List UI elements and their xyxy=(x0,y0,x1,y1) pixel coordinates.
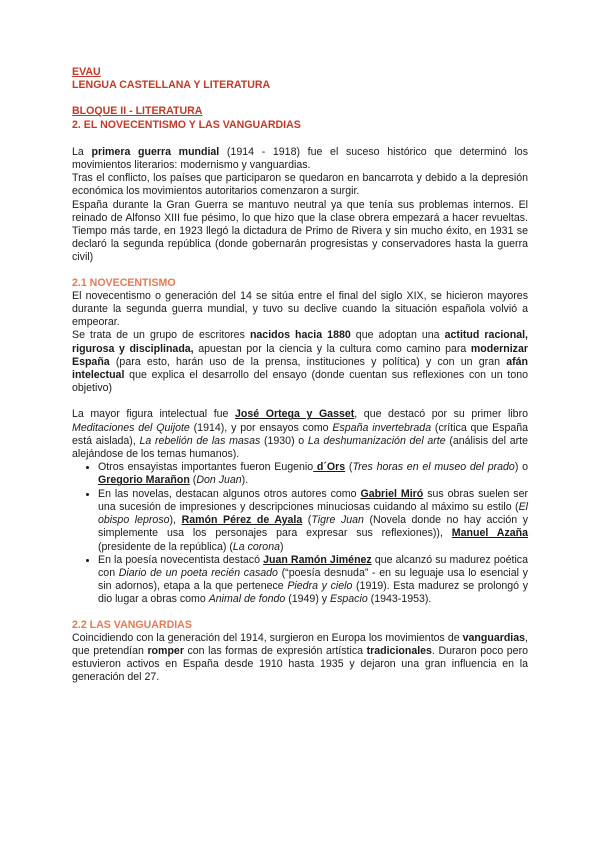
list-item: • En las novelas, destacan algunos otros autores como Gabriel Miró sus obras suelen ser una sucesión de impresiones y descripciones minuciosas cuidando al máximo su estilo (El obispo leproso), Ramón Pérez de Ayala (Tigre Juan (Novela donde no hay acción y simplemente usa los personajes para expresar sus reflexiones)), Manuel Azaña (presidente de la república) (La corona) xyxy=(98,488,528,554)
novecentismo-paragraph-3: La mayor figura intelectual fue José Ortega y Gasset, que destacó por su primer libro Meditaciones del Quijote (1914), y por ensayos como España invertebrada (crítica que España está aislada), La rebelión de las masas (1930) o La deshumanización del arte (análisis del arte alejándose de los temas humanos). xyxy=(72,408,529,461)
topic-title: 2. EL NOVECENTISMO Y LAS VANGUARDIAS xyxy=(72,118,301,131)
exam-title: EVAU xyxy=(72,66,101,78)
novecentismo-paragraph-1: El novecentismo o generación del 14 se sitúa entre el final del siglo XIX, se hicieron mayores durante la segunda guerra mundial, y tuvo su declive cuando la situación española volvió a empeorar. xyxy=(72,289,528,329)
list-item: • En la poesía novecentista destacó Juan Ramón Jiménez que alcanzó su madurez poética con Diario de un poeta recién casado (“poesía desnuda” - en su leguaje usa lo esencial y sin adornos), etapa a la que pertenece Piedra y cielo (1919). Esta madurez se prolongó y dio lugar a obras como Animal de fondo (1949) y Espacio (1943-1953). xyxy=(98,554,528,607)
header-block xyxy=(72,66,528,132)
intro-paragraph-3: España durante la Gran Guerra se mantuvo neutral ya que tenía sus problemas internos. El reinado de Alfonso XIII fue pésimo, lo que hizo que la clase obrera empezará a hacer revueltas. Tiempo más tarde, en 1923 llegó la dictadura de Primo de Rivera y sin mucho éxito, en 1931 se declaró la segunda república (donde gobernarán progresistas y conservadores hasta la guerra civil) xyxy=(72,198,528,264)
authors-list xyxy=(72,461,528,606)
vanguardias-section xyxy=(72,632,528,685)
intro-paragraph-2: Tras el conflicto, los países que participaron se quedaron en bancarrota y debido a la depresión económica los movimientos autoritarios comenzaron a surgir. xyxy=(72,172,528,198)
intro-section xyxy=(72,146,528,265)
novecentismo-paragraph-2: Se trata de un grupo de escritores nacidos hacia 1880 que adoptan una actitud racional, rigurosa y disciplinada, apuestan por la ciencia y la cultura como camino para modernizar España (para esto, harán uso de la prensa, instituciones y política) y con un gran afán intelectual que explica el desarrollo del ensayo (donde cuentan sus reflexiones con un tono objetivo) xyxy=(72,329,528,395)
vanguardias-paragraph: Coincidiendo con la generación del 1914, surgieron en Europa los movimientos de vanguardias, que pretendían romper con las formas de expresión artística tradicionales. Duraron poco pero estuvieron activos en España desde 1910 hasta 1935 y dejaron una gran influencia en la generación del 27. xyxy=(72,631,528,684)
document-page xyxy=(72,66,528,685)
list-item: • Otros ensayistas importantes fueron Eugenio d´Ors (Tres horas en el museo del prado) o Gregorio Marañon (Don Juan). xyxy=(98,461,528,487)
novecentismo-section xyxy=(72,290,528,607)
novecentismo-title: 2.1 NOVECENTISMO xyxy=(72,276,176,289)
vanguardias-title: 2.2 LAS VANGUARDIAS xyxy=(72,618,192,631)
intro-paragraph-1: La primera guerra mundial (1914 - 1918) fue el suceso histórico que determinó los movimientos literarios: modernismo y vanguardias. xyxy=(72,145,528,172)
bloque-title: BLOQUE II - LITERATURA xyxy=(72,105,203,118)
subject-title: LENGUA CASTELLANA Y LITERATURA xyxy=(72,79,271,92)
